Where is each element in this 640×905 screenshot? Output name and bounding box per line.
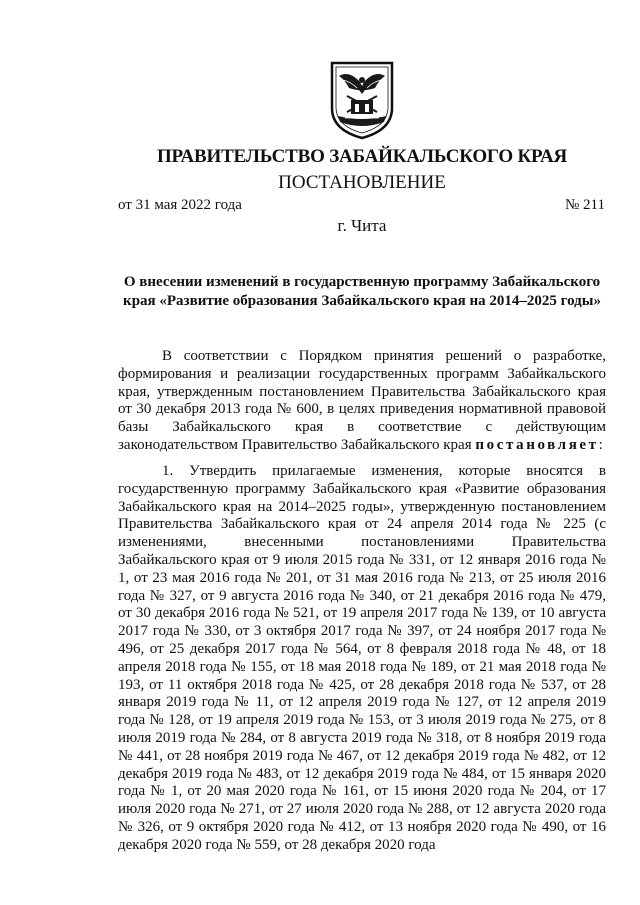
preamble-paragraph <box>118 348 606 455</box>
coat-of-arms-icon <box>329 60 395 140</box>
preamble-text: В соответствии с Порядком принятия решений о разработке, формирования и реализации государственных программ Забайкальского края, утвержденным постановлением Правительства Забайкальского края от 30 декабря 2013 года № 600, в целях приведения нормативной правовой базы Забайкальского края в соответствие с действующим законодательством Правительство Забайкальского края <box>118 348 606 453</box>
document-number: № 211 <box>565 197 606 213</box>
item-1-text: Утвердить прилагаемые изменения, которые вносятся в государственную программу Забайкальского края «Развитие образования Забайкальского края на 2014–2025 годы», утвержденную постановлением Правительства Забайкальского края от 24 апреля 2014 года № 225 (с изменениями, внесенными постановлениями Правительства Забайкальского края от 9 июля 2015 года № 331, от 12 января 2016 года № 1, от 23 мая 2016 года № 201, от 31 мая 2016 года № 213, от 25 июля 2016 года № 327, от 9 августа 2016 года № 340, от 21 декабря 2016 года № 479, от 30 декабря 2016 года № 521, от 19 апреля 2017 года № 139, от 10 августа 2017 года № 330, от 3 октября 2017 года № 397, от 24 ноября 2017 года № 496, от 25 декабря 2017 года № 564, от 8 февраля 2018 года № 48, от 18 апреля 2018 года № 155, от 18 мая 2018 года № 189, от 21 мая 2018 года № 193, от 11 октября 2018 года № 425, от 28 декабря 2018 года № 537, от 28 января 2019 года № 11, от 12 апреля 2019 года № 127, от 12 апреля 2019 года № 128, от 19 апреля 2019 года № 153, от 3 июля 2019 года № 275, от 8 июля 2019 года № 284, от 8 августа 2019 года № 318, от 8 ноября 2019 года № 441, от 28 ноября 2019 года № 467, от 12 декабря 2019 года № 482, от 12 декабря 2019 года № 483, от 12 декабря 2019 года № 484, от 15 января 2020 года № 1, от 20 мая 2020 года № 161, от 15 июня 2020 года № 204, от 17 июля 2020 года № 271, от 27 июля 2020 года № 288, от 12 августа 2020 года № 326, от 9 октября 2020 года № 412, от 13 ноября 2020 года № 490, от 16 декабря 2020 года № 559, от 28 декабря 2020 года <box>118 463 606 853</box>
document-date: от 31 мая 2022 года <box>118 197 242 213</box>
document-subject: О внесении изменений в государственную программу Забайкальского края «Развитие образования Забайкальского края на 2014–2025 годы» <box>123 274 601 309</box>
document-type: ПОСТАНОВЛЕНИЕ <box>278 172 446 193</box>
document-city: г. Чита <box>337 216 387 235</box>
preamble-colon: : <box>598 436 603 453</box>
item-1-number: 1. <box>162 463 174 479</box>
decree-word: постановляет <box>475 436 599 453</box>
item-1-paragraph <box>118 463 606 855</box>
government-title: ПРАВИТЕЛЬСТВО ЗАБАЙКАЛЬСКОГО КРАЯ <box>156 146 568 167</box>
